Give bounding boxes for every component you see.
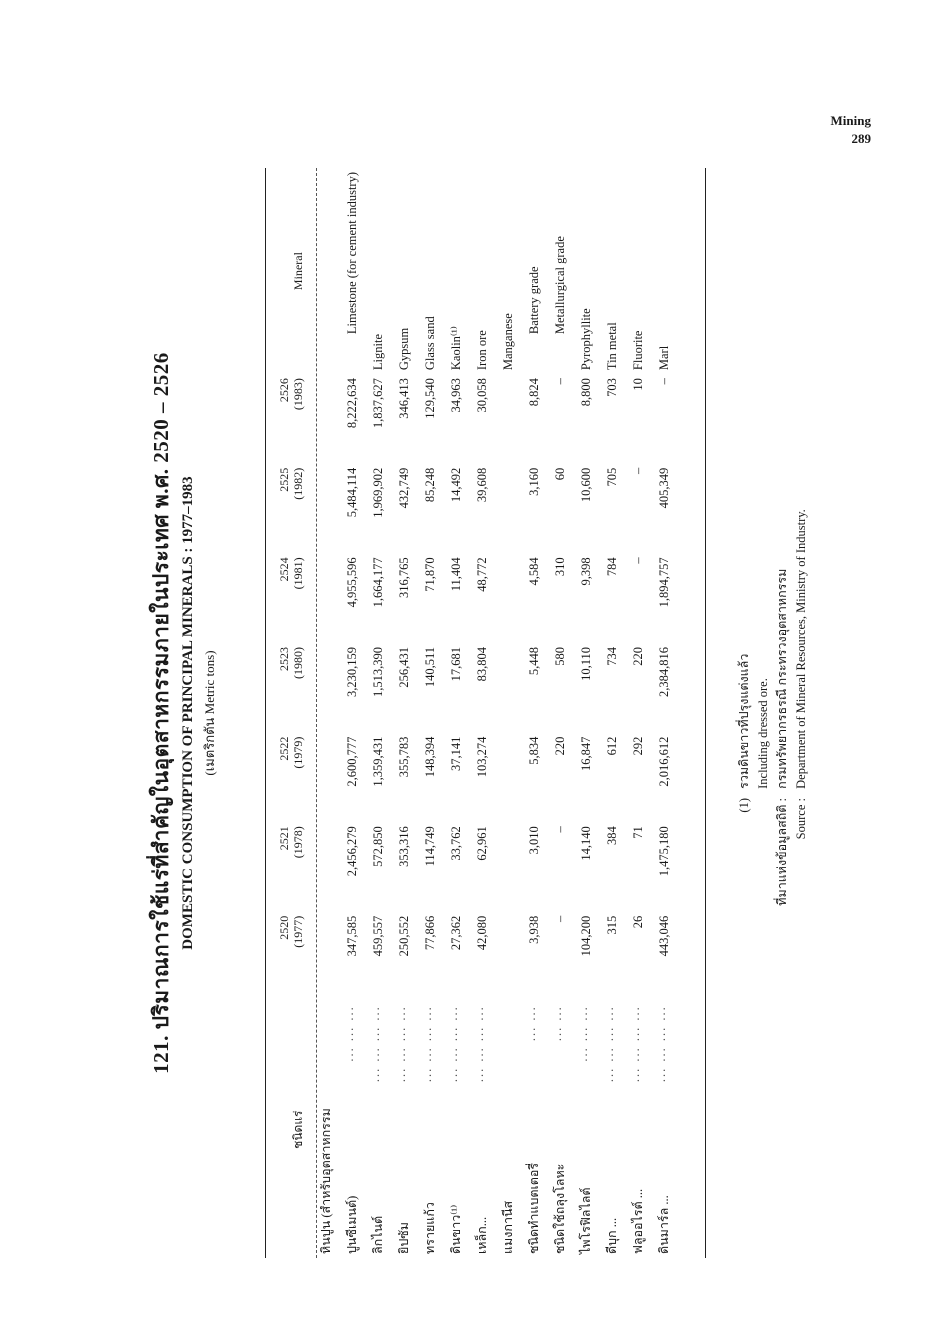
value-cell-2526: 703 [604,378,619,397]
row-thai-name [573,1001,599,1258]
value-cell-2525: 85,248 [422,467,437,503]
value-cell-2520: – [552,915,567,923]
value-cell-2524: 1,894,757 [656,557,671,608]
footnote-mark: (1) [737,798,751,813]
value-cell-2523: 10,110 [578,646,593,681]
value-cell-2523: 2,384,816 [656,646,671,697]
table-row [443,168,469,1258]
table-row [599,168,625,1258]
row-thai-label: ฟลูออไรต์ ... [631,1188,645,1254]
value-cell-2524: 4,955,596 [344,557,359,608]
footnotes [735,509,811,938]
value-cell-2524: 784 [604,557,619,577]
source-english [792,509,811,938]
table-row [573,168,599,1258]
value-cell-2521: 572,850 [370,826,385,867]
leader-dots: ... ... ... [342,1005,356,1062]
source-english-label: Source : [794,798,808,840]
table-row [391,168,417,1258]
title-block [145,168,220,1258]
row-thai-name [521,1001,547,1258]
value-cell-2523: 3,230,159 [344,646,359,697]
value-cell-2525: 60 [552,467,567,481]
value-cell-2524: 316,765 [396,557,411,598]
consumption-table [271,168,677,1258]
value-cell-2520: 77,866 [422,915,437,951]
leader-dots: ... ... ... ... [628,1005,642,1083]
value-cell-2522: 2,600,777 [344,736,359,787]
table-bottom-rule [705,168,706,1258]
row-thai-name [365,1001,391,1258]
table-row [495,168,521,1258]
row-thai-label: ปูนซีเมนต์) [345,1195,359,1254]
value-cell-2521: 14,140 [578,826,593,861]
table-row [521,168,547,1258]
mineral-header: Mineral [291,252,305,291]
year-header-2522: 2522 (1979) [277,736,305,769]
value-cell-2523: 17,681 [448,646,463,682]
row-english-name: Tin metal [604,322,619,371]
table-header-row [271,168,313,1258]
leader-dots: ... ... ... ... [420,1005,434,1083]
rotated-table-page [145,168,808,1258]
value-cell-2523: 140,511 [422,646,437,688]
section-name: Mining [830,113,871,128]
footnote-english [754,509,773,938]
row-english-name: Manganese [500,313,515,371]
row-english-name: Pyrophyllite [578,308,593,371]
value-cell-2522: 37,141 [448,736,463,771]
leader-dots: ... ... [524,1005,538,1042]
row-thai-name [651,1001,677,1258]
footnote-thai-text: รวมดินขาวที่ปรุงแต่งแล้ว [737,653,751,789]
value-cell-2522 [495,733,521,823]
table-row [651,168,677,1258]
value-cell-2522: 220 [552,736,567,756]
row-thai-name [313,1001,339,1258]
value-cell-2524: 71,870 [422,557,437,592]
value-cell-2521: 114,749 [422,826,437,867]
row-english-name: Lignite [370,334,385,371]
leader-dots: ... ... ... ... [368,1005,382,1083]
row-english-name: Glass sand [422,316,437,371]
row-english-name: Battery grade [526,266,541,335]
value-cell-2524: 11,404 [448,557,463,592]
row-english-name [313,168,339,374]
row-english-name: Metallurgical grade [552,236,567,335]
value-cell-2523: 5,448 [526,646,541,676]
row-thai-name [625,1001,651,1258]
row-thai-label: ยิปซัม [397,1222,411,1254]
value-cell-2522: 1,359,431 [370,736,385,787]
leader-dots: ... ... ... ... [394,1005,408,1083]
source-thai-label: ที่มาแห่งข้อมูลสถิติ : [775,798,789,906]
value-cell-2521: 33,762 [448,826,463,861]
title-thai: 121. ปริมาณการใช้แร่ที่สำคัญในอุตสาหกรรมภายในประเทศ พ.ศ. 2520 – 2526 [149,352,173,1074]
value-cell-2522 [313,733,339,823]
value-cell-2524: 310 [552,557,567,577]
table-row [339,168,365,1258]
leader-dots: ... ... [550,1005,564,1042]
page-number: 289 [851,131,871,146]
value-cell-2521: 2,456,279 [344,826,359,877]
row-thai-label: ไพโรฟิลไลต์ [579,1187,593,1254]
value-cell-2521 [495,822,521,912]
value-cell-2525: 10,600 [578,467,593,503]
value-cell-2522: 2,016,612 [656,736,671,787]
row-thai-name [469,1001,495,1258]
title-english: DOMESTIC CONSUMPTION OF PRINCIPAL MINERALS : 1977–1983 [180,476,196,950]
value-cell-2525: 39,608 [474,467,489,503]
value-cell-2526 [495,374,521,464]
value-cell-2526: – [656,378,671,385]
value-cell-2520: 443,046 [656,915,671,957]
value-cell-2520: 347,585 [344,915,359,957]
value-cell-2524: 4,584 [526,557,541,586]
leader-dots: ... ... ... ... [446,1005,460,1083]
value-cell-2524 [495,553,521,643]
value-cell-2526: 129,540 [422,378,437,419]
row-thai-label: ดินขาว⁽¹⁾ [449,1204,463,1254]
value-cell-2525 [495,464,521,554]
value-cell-2522: 355,783 [396,736,411,778]
row-thai-name [443,1001,469,1258]
leader-dots: ... ... ... ... [472,1005,486,1083]
row-english-name: Marl [656,345,671,371]
year-header-2521: 2521 (1978) [277,826,305,859]
value-cell-2524: 1,664,177 [370,557,385,608]
value-cell-2524 [313,553,339,643]
table-top-rule [265,168,266,1258]
value-cell-2525: 705 [604,467,619,487]
value-cell-2526: 30,058 [474,378,489,413]
value-cell-2523: 220 [630,646,645,666]
year-header-2526: 2526 (1983) [277,378,305,411]
value-cell-2526: 8,800 [578,378,593,407]
value-cell-2525: 14,492 [448,467,463,503]
value-cell-2525 [313,464,339,554]
table-row [469,168,495,1258]
table-body [313,168,677,1258]
value-cell-2522: 5,834 [526,736,541,765]
thai-mineral-header: ชนิดแร่ [291,1110,305,1149]
value-cell-2526: 34,963 [448,378,463,413]
row-thai-name [391,1001,417,1258]
row-thai-label: ดินมาร์ล ... [657,1195,671,1254]
source-english-text: Department of Mineral Resources, Ministry of Industry. [794,509,808,789]
value-cell-2520: 26 [630,915,645,929]
value-cell-2525: 3,160 [526,467,541,496]
row-thai-name [547,1001,573,1258]
value-cell-2525: 432,749 [396,467,411,509]
unit-label: (เมตริกตัน Metric tons) [202,650,217,776]
value-cell-2526: 346,413 [396,378,411,419]
value-cell-2520: 42,080 [474,915,489,951]
value-cell-2520: 104,200 [578,915,593,957]
value-cell-2521: 353,316 [396,826,411,867]
year-header-2523: 2523 (1980) [277,646,305,679]
table-row [365,168,391,1258]
value-cell-2523: 734 [604,646,619,666]
row-thai-label: ดีบุก ... [605,1217,619,1254]
year-header-2524: 2524 (1981) [277,557,305,590]
value-cell-2526 [313,374,339,464]
row-thai-name [417,1001,443,1258]
value-cell-2523 [495,643,521,733]
value-cell-2522: 16,847 [578,736,593,771]
row-thai-name [599,1001,625,1258]
value-cell-2520: 250,552 [396,915,411,957]
row-english-name: Limestone (for cement industry) [344,172,359,335]
value-cell-2525: 5,484,114 [344,467,359,518]
year-header-2525: 2525 (1982) [277,467,305,500]
value-cell-2521: 3,010 [526,826,541,855]
year-header-2520: 2520 (1977) [277,915,305,948]
table-row [625,168,651,1258]
value-cell-2521: 1,475,180 [656,826,671,877]
value-cell-2525: 1,969,902 [370,467,385,518]
value-cell-2524: – [630,557,645,564]
value-cell-2522: 103,274 [474,736,489,778]
row-english-name: Kaolin⁽¹⁾ [449,326,463,371]
value-cell-2526: 1,837,627 [370,378,385,429]
table-row [313,168,339,1258]
row-thai-label: แมงกานีส [501,1200,515,1254]
value-cell-2525: – [630,467,645,474]
value-cell-2523: 580 [552,646,567,666]
value-cell-2523 [313,643,339,733]
row-thai-label: ลิกไนต์ [371,1215,385,1254]
value-cell-2522: 612 [604,736,619,756]
value-cell-2523: 1,513,390 [370,646,385,697]
leader-dots: ... ... ... ... [602,1005,616,1083]
value-cell-2523: 83,804 [474,646,489,682]
value-cell-2524: 9,398 [578,557,593,586]
value-cell-2520 [313,912,339,1001]
value-cell-2520: 315 [604,915,619,935]
row-thai-name [339,1001,365,1258]
footnote-thai [735,509,754,938]
value-cell-2521: 384 [604,826,619,845]
value-cell-2523: 256,431 [396,646,411,688]
leader-dots: ... ... ... [576,1005,590,1062]
row-thai-label: ชนิดทำแบตเตอรี่ [527,1162,541,1254]
value-cell-2522: 292 [630,736,645,756]
value-cell-2521: 62,961 [474,826,489,861]
value-cell-2524: 48,772 [474,557,489,592]
value-cell-2520: 27,362 [448,915,463,951]
leader-dots: ... ... ... ... [654,1005,668,1083]
value-cell-2526: 10 [630,378,645,391]
value-cell-2526: – [552,378,567,385]
value-cell-2520: 3,938 [526,915,541,944]
row-english-name: Iron ore [474,330,489,371]
value-cell-2520 [495,912,521,1001]
source-thai [773,509,792,938]
value-cell-2520: 459,557 [370,915,385,957]
value-cell-2525: 405,349 [656,467,671,509]
row-thai-label: เหล็ก... [475,1216,489,1254]
value-cell-2521 [313,822,339,912]
page-header [831,112,871,148]
source-thai-text: กรมทรัพยากรธรณี กระทรวงอุตสาหกรรม [775,568,789,789]
row-thai-label: ทรายแก้ว [423,1202,437,1254]
row-thai-label: ชนิดใช้ถลุงโลหะ [553,1163,567,1254]
value-cell-2526: 8,222,634 [344,378,359,429]
row-english-name: Gypsum [396,327,411,371]
table-row [547,168,573,1258]
value-cell-2521: 71 [630,826,645,839]
value-cell-2526: 8,824 [526,378,541,407]
row-english-name: Fluorite [630,330,645,371]
row-thai-label: หินปูน (สำหรับอุตสาหกรรม [319,1108,333,1254]
footnote-english-text: Including dressed ore. [756,678,770,789]
value-cell-2522: 148,394 [422,736,437,778]
table-row [417,168,443,1258]
value-cell-2521: – [552,826,567,833]
row-thai-name [495,1001,521,1258]
